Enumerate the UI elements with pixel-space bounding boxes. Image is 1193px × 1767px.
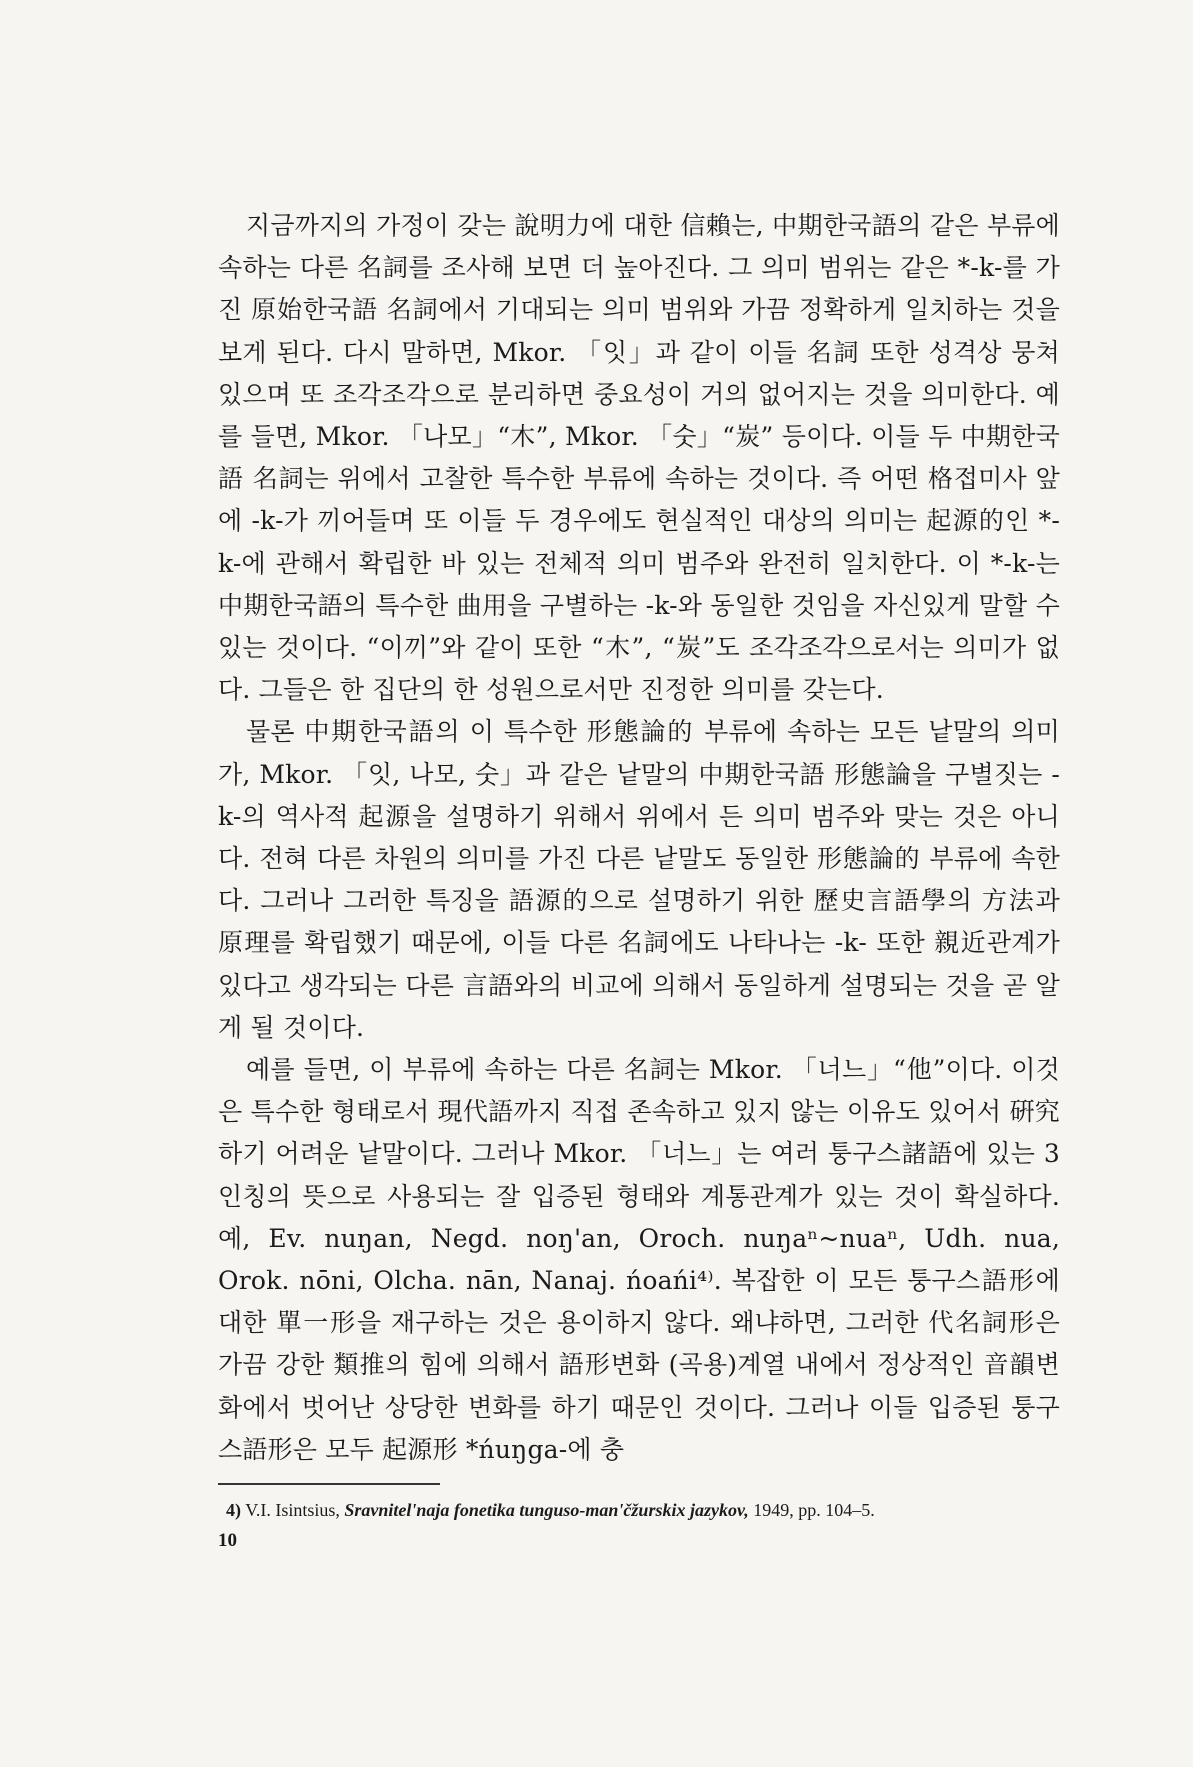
body-text	[218, 205, 1060, 1471]
footnote-divider	[218, 1483, 440, 1485]
footnote	[218, 1497, 1060, 1524]
page-number: 10	[218, 1530, 237, 1551]
paragraph-2: 물론 中期한국語의 이 특수한 形態論的 부류에 속하는 모든 낱말의 의미가, Mkor. 「잇, 나모, 숫」과 같은 낱말의 中期한국語 形態論을 구별짓는 -k-의 역사적 起源을 설명하기 위해서 위에서 든 의미 범주와 맞는 것은 아니다. 전혀 다른 차원의 의미를 가진 다른 낱말도 동일한 形態論的 부류에 속한다. 그러나 그러한 특징을 語源的으로 설명하기 위한 歷史言語學의 方法과 原理를 확립했기 때문에, 이들 다른 名詞에도 나타나는 -k- 또한 親近관계가 있다고 생각되는 다른 言語와의 비교에 의해서 동일하게 설명되는 것을 곧 알게 될 것이다.	[218, 717, 1060, 1042]
paragraph-3: 예를 들면, 이 부류에 속하는 다른 名詞는 Mkor. 「너느」“他”이다. 이것은 특수한 형태로서 現代語까지 직접 존속하고 있지 않는 이유도 있어서 硏究하기 어려운 낱말이다. 그러나 Mkor. 「너느」는 여러 퉁구스諸語에 있는 3인칭의 뜻으로 사용되는 잘 입증된 형태와 계통관계가 있는 것이 확실하다. 예, Ev. nuŋan, Negd. noŋ'an, Oroch. nuŋaⁿ~nuaⁿ, Udh. nua, Orok. nōni, Olcha. nān, Nanaj. ńoańi⁴⁾. 복잡한 이 모든 퉁구스語形에 대한 單一形을 재구하는 것은 용이하지 않다. 왜냐하면, 그러한 代名詞形은 가끔 강한 類推의 힘에 의해서 語形변화 (곡용)계열 내에서 정상적인 音韻변화에서 벗어난 상당한 변화를 하기 때문인 것이다. 그러나 이들 입증된 퉁구스語形은 모두 起源形 *ńuŋga-에 충	[218, 1055, 1060, 1464]
footnote-number: 4)	[226, 1500, 241, 1521]
footnote-title: Sravnitel'naja fonetika tunguso-man'čžurskix jazykov,	[344, 1500, 749, 1521]
paragraph-1: 지금까지의 가정이 갖는 說明力에 대한 信賴는, 中期한국語의 같은 부류에 속하는 다른 名詞를 조사해 보면 더 높아진다. 그 의미 범위는 같은 *-k-를 가진 原始한국語 名詞에서 기대되는 의미 범위와 가끔 정확하게 일치하는 것을 보게 된다. 다시 말하면, Mkor. 「잇」과 같이 이들 名詞 또한 성격상 뭉쳐 있으며 또 조각조각으로 분리하면 중요성이 거의 없어지는 것을 의미한다. 예를 들면, Mkor. 「나모」“木”, Mkor. 「숫」“炭” 등이다. 이들 두 中期한국語 名詞는 위에서 고찰한 특수한 부류에 속하는 것이다. 즉 어떤 格접미사 앞에 -k-가 끼어들며 또 이들 두 경우에도 현실적인 대상의 의미는 起源的인 *-k-에 관해서 확립한 바 있는 전체적 의미 범주와 완전히 일치한다. 이 *-k-는 中期한국語의 특수한 曲用을 구별하는 -k-와 동일한 것임을 자신있게 말할 수 있는 것이다. “이끼”와 같이 또한 “木”, “炭”도 조각조각으로서는 의미가 없다. 그들은 한 집단의 한 성원으로서만 진정한 의미를 갖는다.	[218, 211, 1061, 705]
page-content	[218, 205, 1060, 1524]
footnote-author: V.I. Isintsius,	[245, 1500, 340, 1521]
footnote-details: 1949, pp. 104–5.	[753, 1500, 875, 1521]
